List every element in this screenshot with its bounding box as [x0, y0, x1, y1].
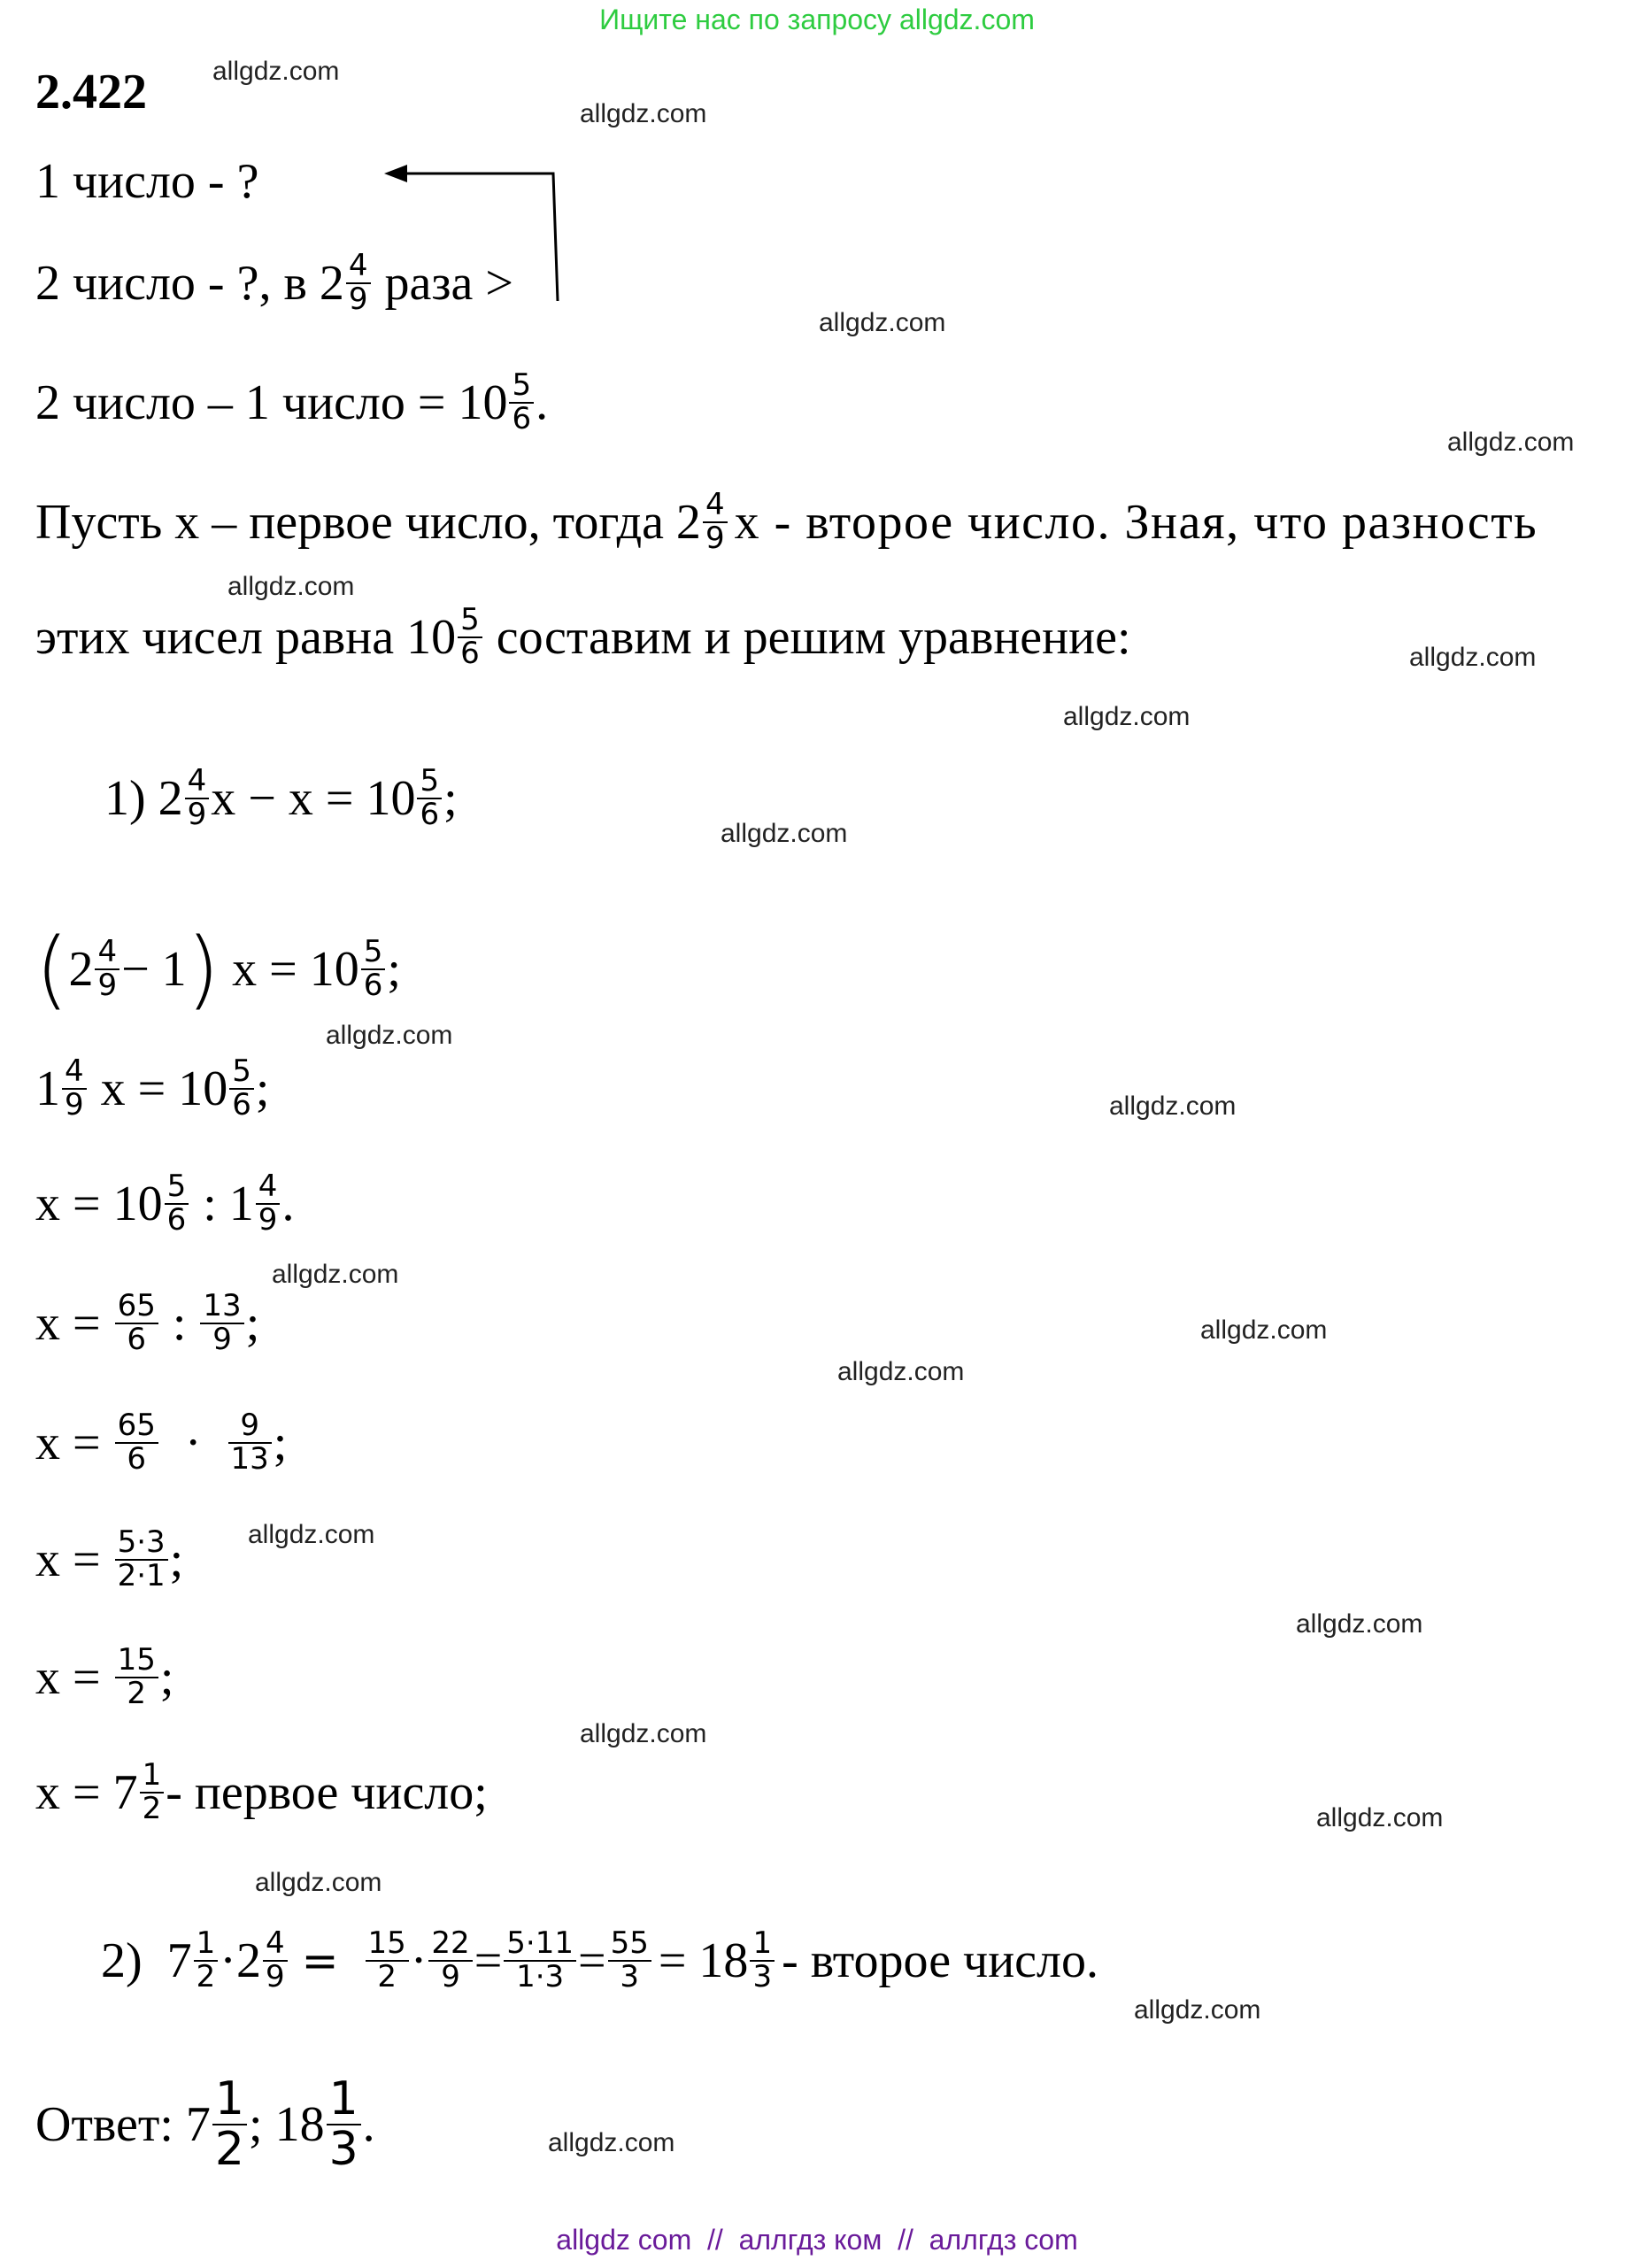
- watermark: allgdz.com: [837, 1357, 965, 1386]
- first-lhs: x = 7: [35, 1765, 138, 1820]
- first-rest: - первое число;: [166, 1765, 488, 1820]
- intro-text-1a: Пусть x – первое число, тогда 2: [35, 495, 701, 550]
- fraction-5-6: $\frac{5}{6}$: [417, 766, 442, 830]
- fraction-4-9: $\frac{4}{9}$: [95, 937, 119, 1001]
- step2-equation: [101, 1917, 1098, 2005]
- fraction-9-13: $\frac{9}{13}$: [228, 1410, 272, 1475]
- paren-rest: x = 10: [232, 942, 359, 997]
- answer-end: .: [362, 2097, 375, 2152]
- paren-inner: 2: [68, 942, 94, 997]
- fraction-55-3: $\frac{55}{3}$: [608, 1928, 651, 1993]
- fraction-65-6: $\frac{65}{6}$: [115, 1410, 158, 1475]
- fraction-4-9: $\frac{4}{9}$: [346, 251, 371, 315]
- condition-text-2b: раза >: [384, 256, 513, 311]
- res-end: ;: [159, 1650, 174, 1705]
- condition-text-1: 1 число - ?: [35, 154, 259, 209]
- watermark: allgdz.com: [272, 1260, 399, 1289]
- step1-a: 2: [158, 771, 183, 826]
- step2-eq4: = 18: [658, 1933, 749, 1988]
- condition-line-1: [35, 155, 258, 208]
- step2-label: 2): [101, 1933, 143, 1988]
- task-number: 2.422: [35, 65, 147, 120]
- fraction-15-2: $\frac{15}{2}$: [115, 1645, 158, 1709]
- fraction-5-6: $\frac{5}{6}$: [361, 937, 386, 1001]
- step2-dot: ·: [220, 1933, 236, 1988]
- fraction-1-2: $\frac{1}{2}$: [140, 1760, 165, 1824]
- watermark: allgdz.com: [721, 819, 848, 848]
- step2-b: 2: [235, 1933, 261, 1988]
- fraction-1-2: $\frac{1}{2}$: [212, 2075, 247, 2173]
- footer-banner: allgdz com // аллгдз ком // аллгдз com: [556, 2224, 1078, 2256]
- intro-text-1b: x - второе число. Зная, что разность: [734, 495, 1538, 550]
- watermark: allgdz.com: [580, 1719, 707, 1748]
- fraction-1-2: $\frac{1}{2}$: [194, 1928, 219, 1993]
- step2-a: 7: [166, 1933, 192, 1988]
- fraction-4-9: $\frac{4}{9}$: [256, 1171, 281, 1236]
- answer-label: Ответ: 7: [35, 2097, 211, 2152]
- answer-line: [35, 2063, 375, 2187]
- step1-label: 1): [104, 771, 146, 826]
- equation-fraction-multiplication: [35, 1399, 287, 1487]
- div-a: x = 10: [35, 1176, 163, 1231]
- fraction-5-6: $\frac{5}{6}$: [509, 370, 534, 435]
- step2-eq2: =: [474, 1933, 503, 1988]
- equation-simplified: [35, 1516, 183, 1604]
- fraction-5x11-1x3: $\frac{5\cdot 11}{1\cdot 3}$: [504, 1928, 576, 1993]
- fraction-5-6: $\frac{5}{6}$: [229, 1056, 254, 1121]
- intro-text-2b: составим и решим уравнение:: [496, 610, 1131, 665]
- mixed-b: x = 10: [100, 1061, 228, 1116]
- step1-c: ;: [443, 771, 458, 826]
- intro-line-1: [35, 478, 1599, 567]
- fmul-lhs: x =: [35, 1416, 101, 1470]
- fraction-1-3: $\frac{1}{3}$: [327, 2075, 361, 2173]
- equation-fraction-division: [35, 1279, 259, 1368]
- condition-line-3: [35, 359, 548, 447]
- fraction-13-9: $\frac{13}{9}$: [200, 1291, 243, 1355]
- condition-text-3b: .: [536, 375, 549, 430]
- div-b: 1: [228, 1176, 254, 1231]
- intro-text-2a: этих чисел равна 10: [35, 610, 457, 665]
- fraction-5-6: $\frac{5}{6}$: [458, 605, 482, 669]
- div-op: :: [203, 1176, 217, 1231]
- watermark: allgdz.com: [1109, 1092, 1237, 1121]
- fdiv-end: ;: [245, 1296, 260, 1351]
- step2-mul: ·: [410, 1933, 428, 1988]
- watermark: allgdz.com: [255, 1868, 382, 1897]
- intro-line-2: [35, 593, 1131, 682]
- watermark: allgdz.com: [548, 2128, 675, 2157]
- step2-rest: - второе число.: [782, 1933, 1098, 1988]
- fraction-65-6: $\frac{65}{6}$: [115, 1291, 158, 1355]
- watermark: allgdz.com: [580, 99, 707, 128]
- watermark: allgdz.com: [212, 57, 340, 86]
- fdiv-op: :: [172, 1296, 187, 1351]
- mixed-end: ;: [255, 1061, 270, 1116]
- equation-mixed: [35, 1045, 269, 1133]
- fraction-4-9: $\frac{4}{9}$: [263, 1928, 288, 1993]
- fraction-5x3-2x1: $\frac{5\cdot 3}{2\cdot 1}$: [115, 1527, 168, 1592]
- watermark: allgdz.com: [1409, 643, 1537, 672]
- watermark: allgdz.com: [1447, 428, 1575, 457]
- simpl-lhs: x =: [35, 1532, 101, 1587]
- fraction-15-2: $\frac{15}{2}$: [366, 1928, 409, 1993]
- fraction-22-9: $\frac{22}{9}$: [428, 1928, 472, 1993]
- left-paren: (: [35, 920, 69, 1019]
- equation-parenthesized: [35, 921, 401, 1018]
- equation-first-number: [35, 1748, 488, 1837]
- mixed-a: 1: [35, 1061, 60, 1116]
- header-banner: Ищите нас по запросу allgdz.com: [599, 4, 1035, 35]
- equation-division: [35, 1160, 294, 1248]
- div-end: .: [281, 1176, 295, 1231]
- watermark: allgdz.com: [1134, 1995, 1261, 2025]
- fmul-op: ·: [184, 1416, 202, 1470]
- res-lhs: x =: [35, 1650, 101, 1705]
- fraction-4-9: $\frac{4}{9}$: [62, 1056, 87, 1121]
- paren-end: ;: [387, 942, 401, 997]
- fraction-5-6: $\frac{5}{6}$: [165, 1171, 189, 1236]
- answer-sep: ; 18: [249, 2097, 325, 2152]
- step2-eq3: =: [577, 1933, 606, 1988]
- fdiv-lhs: x =: [35, 1296, 101, 1351]
- right-paren: ): [186, 920, 220, 1019]
- watermark: allgdz.com: [326, 1021, 453, 1050]
- step1-b: x − x = 10: [211, 771, 416, 826]
- condition-text-2a: 2 число - ?, в 2: [35, 256, 344, 311]
- watermark: allgdz.com: [1063, 702, 1191, 731]
- watermark: allgdz.com: [248, 1520, 375, 1549]
- watermark: allgdz.com: [1200, 1315, 1328, 1345]
- fraction-4-9: $\frac{4}{9}$: [703, 490, 728, 554]
- step1-equation: [104, 754, 458, 843]
- watermark: allgdz.com: [227, 572, 355, 601]
- equation-result-fraction: [35, 1633, 173, 1722]
- fmul-end: ;: [273, 1416, 288, 1470]
- step2-eq1: =: [301, 1935, 339, 1986]
- watermark: allgdz.com: [1316, 1803, 1444, 1832]
- simpl-end: ;: [169, 1532, 184, 1587]
- condition-line-2: [35, 239, 513, 328]
- condition-text-3a: 2 число – 1 число = 10: [35, 375, 508, 430]
- fraction-1-3: $\frac{1}{3}$: [750, 1928, 775, 1993]
- watermark: allgdz.com: [1296, 1609, 1423, 1639]
- watermark: allgdz.com: [819, 308, 946, 337]
- fraction-4-9: $\frac{4}{9}$: [185, 766, 210, 830]
- paren-minus: − 1: [121, 942, 187, 997]
